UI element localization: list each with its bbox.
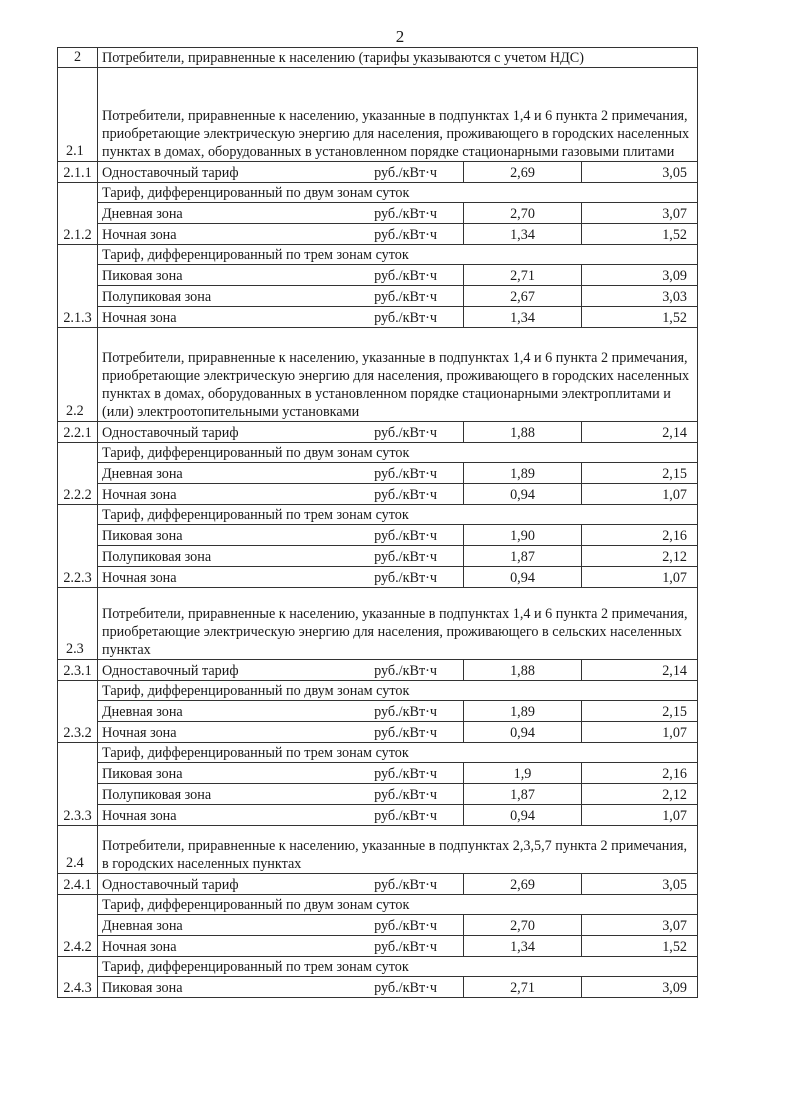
tariff-label-cell bbox=[98, 977, 464, 998]
zone-label: Ночная зона bbox=[102, 310, 177, 326]
zone-label: Ночная зона bbox=[102, 570, 177, 586]
tariff-row bbox=[58, 422, 698, 443]
tariff-value-2: 1,07 bbox=[582, 722, 698, 743]
tariff-value-2: 2,12 bbox=[582, 784, 698, 805]
tariff-label-cell bbox=[98, 701, 464, 722]
subgroup-title: Тариф, дифференцированный по трем зонам суток bbox=[98, 245, 698, 265]
zone-label: Дневная зона bbox=[102, 918, 183, 934]
tariff-label-cell bbox=[98, 203, 464, 224]
subgroup-title-row bbox=[58, 443, 698, 463]
zone-label: Одноставочный тариф bbox=[102, 663, 239, 679]
tariff-label-cell bbox=[98, 915, 464, 936]
subgroup-title-row bbox=[58, 183, 698, 203]
section-number: 2 bbox=[58, 48, 98, 68]
zone-label: Полупиковая зона bbox=[102, 289, 212, 305]
item-number: 2.3.1 bbox=[58, 660, 98, 681]
unit-label: руб./кВт·ч bbox=[374, 549, 437, 565]
tariff-row bbox=[58, 525, 698, 546]
tariff-label-cell bbox=[98, 874, 464, 895]
tariff-value-1: 1,89 bbox=[464, 701, 582, 722]
tariff-value-1: 2,67 bbox=[464, 286, 582, 307]
zone-label: Ночная зона bbox=[102, 227, 177, 243]
tariff-label-cell bbox=[98, 936, 464, 957]
tariff-value-1: 1,90 bbox=[464, 525, 582, 546]
tariff-label-cell bbox=[98, 660, 464, 681]
tariff-row bbox=[58, 874, 698, 895]
subgroup-title-row bbox=[58, 505, 698, 525]
section-number: 2.2 bbox=[58, 328, 98, 422]
tariff-value-2: 2,16 bbox=[582, 763, 698, 784]
item-number: 2.4.3 bbox=[58, 957, 98, 998]
tariff-row bbox=[58, 265, 698, 286]
tariff-row bbox=[58, 763, 698, 784]
tariff-value-2: 1,07 bbox=[582, 805, 698, 826]
tariff-value-2: 1,07 bbox=[582, 484, 698, 505]
subgroup-title: Тариф, дифференцированный по трем зонам суток bbox=[98, 505, 698, 525]
unit-label: руб./кВт·ч bbox=[374, 227, 437, 243]
unit-label: руб./кВт·ч bbox=[374, 808, 437, 824]
zone-label: Ночная зона bbox=[102, 939, 177, 955]
zone-label: Одноставочный тариф bbox=[102, 425, 239, 441]
section-row bbox=[58, 588, 698, 660]
tariff-row bbox=[58, 484, 698, 505]
tariff-value-2: 3,05 bbox=[582, 874, 698, 895]
tariff-value-1: 1,34 bbox=[464, 224, 582, 245]
tariff-value-1: 0,94 bbox=[464, 567, 582, 588]
zone-label: Дневная зона bbox=[102, 206, 183, 222]
tariff-label-cell bbox=[98, 525, 464, 546]
tariff-value-1: 0,94 bbox=[464, 722, 582, 743]
zone-label: Пиковая зона bbox=[102, 268, 183, 284]
subgroup-title: Тариф, дифференцированный по двум зонам суток bbox=[98, 443, 698, 463]
tariff-value-2: 2,15 bbox=[582, 463, 698, 484]
section-number: 2.3 bbox=[58, 588, 98, 660]
zone-label: Ночная зона bbox=[102, 808, 177, 824]
item-number: 2.1.2 bbox=[58, 183, 98, 245]
section-number: 2.4 bbox=[58, 826, 98, 874]
tariff-row bbox=[58, 307, 698, 328]
item-number: 2.2.3 bbox=[58, 505, 98, 588]
item-number: 2.2.2 bbox=[58, 443, 98, 505]
tariff-value-2: 2,14 bbox=[582, 422, 698, 443]
unit-label: руб./кВт·ч bbox=[374, 704, 437, 720]
tariff-row bbox=[58, 224, 698, 245]
item-number: 2.4.2 bbox=[58, 895, 98, 957]
unit-label: руб./кВт·ч bbox=[374, 877, 437, 893]
tariff-value-2: 2,12 bbox=[582, 546, 698, 567]
tariff-value-1: 2,71 bbox=[464, 265, 582, 286]
tariff-value-2: 2,14 bbox=[582, 660, 698, 681]
tariff-value-2: 3,07 bbox=[582, 915, 698, 936]
tariff-label-cell bbox=[98, 567, 464, 588]
zone-label: Пиковая зона bbox=[102, 766, 183, 782]
tariff-value-2: 3,03 bbox=[582, 286, 698, 307]
tariff-label-cell bbox=[98, 805, 464, 826]
tariff-value-2: 1,07 bbox=[582, 567, 698, 588]
tariff-label-cell bbox=[98, 763, 464, 784]
tariff-row bbox=[58, 463, 698, 484]
subgroup-title: Тариф, дифференцированный по трем зонам суток bbox=[98, 957, 698, 977]
tariff-row bbox=[58, 701, 698, 722]
tariff-table bbox=[57, 47, 698, 998]
unit-label: руб./кВт·ч bbox=[374, 466, 437, 482]
subgroup-title-row bbox=[58, 743, 698, 763]
tariff-label-cell bbox=[98, 784, 464, 805]
zone-label: Ночная зона bbox=[102, 487, 177, 503]
subgroup-title: Тариф, дифференцированный по двум зонам суток bbox=[98, 895, 698, 915]
tariff-value-2: 3,09 bbox=[582, 977, 698, 998]
item-number: 2.1.3 bbox=[58, 245, 98, 328]
table-header-row bbox=[58, 48, 698, 68]
section-title: Потребители, приравненные к населению (тарифы указываются с учетом НДС) bbox=[98, 48, 698, 68]
tariff-value-1: 2,70 bbox=[464, 203, 582, 224]
zone-label: Полупиковая зона bbox=[102, 549, 212, 565]
tariff-value-2: 3,05 bbox=[582, 162, 698, 183]
zone-label: Одноставочный тариф bbox=[102, 165, 239, 181]
tariff-row bbox=[58, 286, 698, 307]
tariff-label-cell bbox=[98, 484, 464, 505]
tariff-label-cell bbox=[98, 224, 464, 245]
tariff-row bbox=[58, 805, 698, 826]
item-number: 2.3.2 bbox=[58, 681, 98, 743]
subgroup-title: Тариф, дифференцированный по трем зонам суток bbox=[98, 743, 698, 763]
unit-label: руб./кВт·ч bbox=[374, 725, 437, 741]
tariff-row bbox=[58, 567, 698, 588]
unit-label: руб./кВт·ч bbox=[374, 487, 437, 503]
item-number: 2.4.1 bbox=[58, 874, 98, 895]
tariff-row bbox=[58, 722, 698, 743]
tariff-value-2: 1,52 bbox=[582, 936, 698, 957]
zone-label: Одноставочный тариф bbox=[102, 877, 239, 893]
tariff-label-cell bbox=[98, 162, 464, 183]
tariff-row bbox=[58, 936, 698, 957]
unit-label: руб./кВт·ч bbox=[374, 425, 437, 441]
tariff-label-cell bbox=[98, 307, 464, 328]
tariff-value-1: 1,9 bbox=[464, 763, 582, 784]
tariff-label-cell bbox=[98, 265, 464, 286]
tariff-value-2: 1,52 bbox=[582, 307, 698, 328]
tariff-row bbox=[58, 784, 698, 805]
zone-label: Ночная зона bbox=[102, 725, 177, 741]
item-number: 2.3.3 bbox=[58, 743, 98, 826]
subgroup-title: Тариф, дифференцированный по двум зонам суток bbox=[98, 681, 698, 701]
unit-label: руб./кВт·ч bbox=[374, 310, 437, 326]
section-number: 2.1 bbox=[58, 68, 98, 162]
unit-label: руб./кВт·ч bbox=[374, 268, 437, 284]
unit-label: руб./кВт·ч bbox=[374, 918, 437, 934]
tariff-value-1: 1,89 bbox=[464, 463, 582, 484]
tariff-value-1: 1,87 bbox=[464, 784, 582, 805]
page-number: 2 bbox=[395, 27, 405, 46]
tariff-value-1: 0,94 bbox=[464, 484, 582, 505]
tariff-row bbox=[58, 660, 698, 681]
tariff-row bbox=[58, 915, 698, 936]
tariff-value-1: 2,69 bbox=[464, 874, 582, 895]
unit-label: руб./кВт·ч bbox=[374, 570, 437, 586]
section-description: Потребители, приравненные к населению, указанные в подпунктах 2,3,5,7 пункта 2 примечания, в городских населенных пунктах bbox=[98, 826, 698, 874]
unit-label: руб./кВт·ч bbox=[374, 980, 437, 996]
tariff-value-2: 2,15 bbox=[582, 701, 698, 722]
subgroup-title-row bbox=[58, 957, 698, 977]
unit-label: руб./кВт·ч bbox=[374, 289, 437, 305]
unit-label: руб./кВт·ч bbox=[374, 663, 437, 679]
subgroup-title-row bbox=[58, 245, 698, 265]
tariff-value-1: 1,88 bbox=[464, 660, 582, 681]
zone-label: Пиковая зона bbox=[102, 980, 183, 996]
section-row bbox=[58, 826, 698, 874]
tariff-row bbox=[58, 203, 698, 224]
tariff-value-2: 1,52 bbox=[582, 224, 698, 245]
unit-label: руб./кВт·ч bbox=[374, 787, 437, 803]
unit-label: руб./кВт·ч bbox=[374, 766, 437, 782]
tariff-row bbox=[58, 546, 698, 567]
tariff-value-1: 2,70 bbox=[464, 915, 582, 936]
item-number: 2.1.1 bbox=[58, 162, 98, 183]
tariff-label-cell bbox=[98, 422, 464, 443]
tariff-value-1: 0,94 bbox=[464, 805, 582, 826]
subgroup-title-row bbox=[58, 895, 698, 915]
section-row bbox=[58, 328, 698, 422]
section-row bbox=[58, 68, 698, 162]
subgroup-title-row bbox=[58, 681, 698, 701]
tariff-label-cell bbox=[98, 722, 464, 743]
tariff-label-cell bbox=[98, 546, 464, 567]
tariff-value-2: 3,07 bbox=[582, 203, 698, 224]
tariff-value-1: 1,88 bbox=[464, 422, 582, 443]
tariff-row bbox=[58, 162, 698, 183]
tariff-value-1: 1,34 bbox=[464, 307, 582, 328]
tariff-value-1: 2,71 bbox=[464, 977, 582, 998]
zone-label: Пиковая зона bbox=[102, 528, 183, 544]
zone-label: Полупиковая зона bbox=[102, 787, 212, 803]
unit-label: руб./кВт·ч bbox=[374, 165, 437, 181]
unit-label: руб./кВт·ч bbox=[374, 206, 437, 222]
tariff-row bbox=[58, 977, 698, 998]
tariff-label-cell bbox=[98, 463, 464, 484]
item-number: 2.2.1 bbox=[58, 422, 98, 443]
section-description: Потребители, приравненные к населению, указанные в подпунктах 1,4 и 6 пункта 2 примечания, приобретающие электрическую энергию для населения, проживающего в городских населенных пунктах в домах, оборудованных в установленном порядке стационарными газовыми плитами bbox=[98, 68, 698, 162]
tariff-label-cell bbox=[98, 286, 464, 307]
section-description: Потребители, приравненные к населению, указанные в подпунктах 1,4 и 6 пункта 2 примечания, приобретающие электрическую энергию для населения, проживающего в сельских населенных пунктах bbox=[98, 588, 698, 660]
section-description: Потребители, приравненные к населению, указанные в подпунктах 1,4 и 6 пункта 2 примечания, приобретающие электрическую энергию для населения, проживающего в городских населенных пунктах в домах, оборудованных в установленном порядке стационарными электроплитами и (или) электроотопительными установками bbox=[98, 328, 698, 422]
tariff-value-2: 2,16 bbox=[582, 525, 698, 546]
tariff-value-1: 1,34 bbox=[464, 936, 582, 957]
unit-label: руб./кВт·ч bbox=[374, 939, 437, 955]
tariff-value-1: 1,87 bbox=[464, 546, 582, 567]
zone-label: Дневная зона bbox=[102, 704, 183, 720]
tariff-value-1: 2,69 bbox=[464, 162, 582, 183]
zone-label: Дневная зона bbox=[102, 466, 183, 482]
subgroup-title: Тариф, дифференцированный по двум зонам суток bbox=[98, 183, 698, 203]
tariff-value-2: 3,09 bbox=[582, 265, 698, 286]
unit-label: руб./кВт·ч bbox=[374, 528, 437, 544]
